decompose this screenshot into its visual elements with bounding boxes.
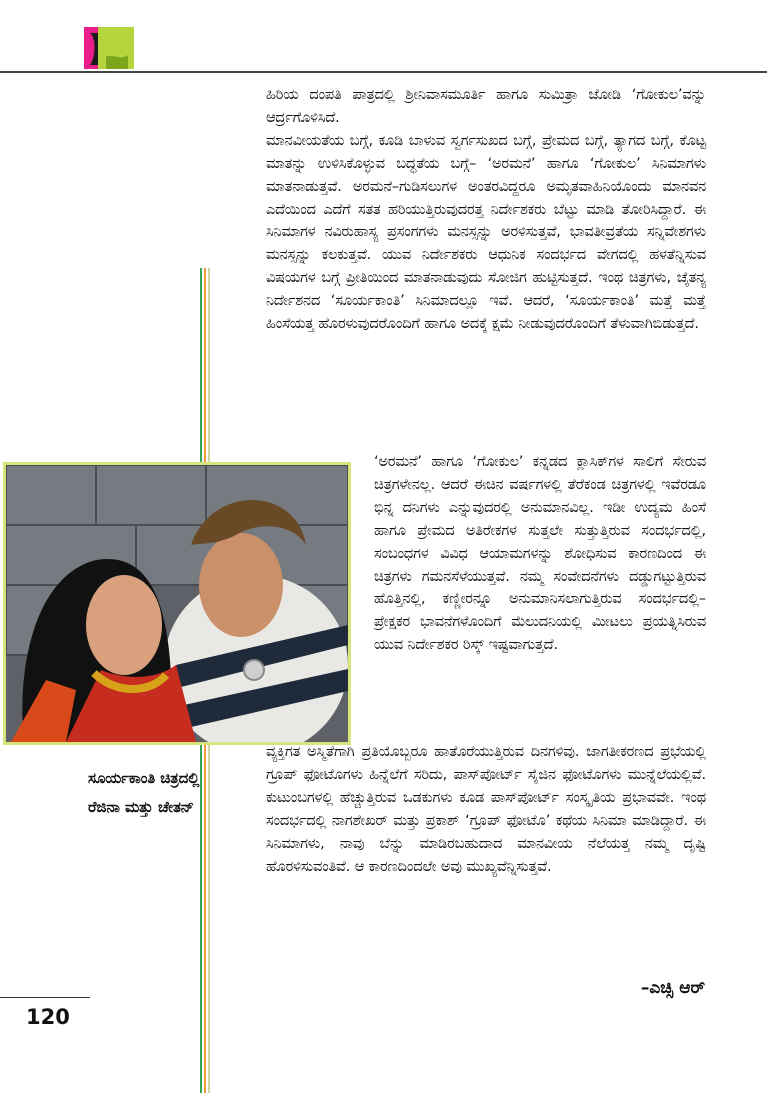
photo-caption: ಸೂರ್ಯಕಾಂತಿ ಚಿತ್ರದಲ್ಲಿ ರೆಜಿನಾ ಮತ್ತು ಚೇತನ್ [88,770,200,816]
header-rule [0,71,767,73]
article-paragraph-2: ‘ಅರಮನೆ’ ಹಾಗೂ ‘ಗೋಕುಲ’ ಕನ್ನಡದ ಕ್ಲಾಸಿಕ್‌ಗಳ ಸಾಲಿಗೆ ಸೇರುವ ಚಿತ್ರಗಳೇನಲ್ಲ. ಆದರೆ ಈಚಿನ ವರ್ಷಗಳಲ್ಲಿ ತೆರೆಕಂಡ ಚಿತ್ರಗಳಲ್ಲಿ ಇವೆರಡೂ ಭಿನ್ನ ದನಿಗಳು ಎನ್ನುವುದರಲ್ಲಿ ಅನುಮಾನವಿಲ್ಲ. ಇಡೀ ಉದ್ಯಮ ಹಿಂಸೆ ಹಾಗೂ ಪ್ರೇಮದ ಅತಿರೇಕಗಳ ಸುತ್ತಲೇ ಸುತ್ತುತ್ತಿರುವ ಸಂದರ್ಭದಲ್ಲಿ, ಸಂಬಂಧಗಳ ವಿವಿಧ ಆಯಾಮಗಳನ್ನು ಶೋಧಿಸುವ ಕಾರಣದಿಂದ ಈ ಚಿತ್ರಗಳು ಗಮನಸೆಳೆಯುತ್ತವೆ. ನಮ್ಮ ಸಂವೇದನೆಗಳು ದಡ್ಡುಗಟ್ಟುತ್ತಿರುವ ಹೊತ್ತಿನಲ್ಲಿ, ಕಣ್ಣೀರನ್ನೂ ಅನುಮಾನಿಸಲಾಗುತ್ತಿರುವ ಸಂದರ್ಭದಲ್ಲಿ– ಪ್ರೇಕ್ಷಕರ ಭಾವನೆಗಳೊಂದಿಗೆ ಮೆಲುದನಿಯಲ್ಲಿ ಮೀಟಲು ಪ್ರಯತ್ನಿಸಿರುವ ಯುವ ನಿರ್ದೇಶಕರ ರಿಸ್ಕ್ ಇಷ್ಟವಾಗುತ್ತದೆ. [374,454,706,654]
footer-rule [0,997,90,998]
author-byline: –ಎಚ್ಸಿ ಆರ್ [640,978,705,998]
article-paragraph-1: ಹಿರಿಯ ದಂಪತಿ ಪಾತ್ರದಲ್ಲಿ ಶ್ರೀನಿವಾಸಮೂರ್ತಿ ಹಾಗೂ ಸುಮಿತ್ರಾ ಜೋಡಿ ‘ಗೋಕುಲ’ವನ್ನು ಆರ್ದ್ರಗೊಳಿಸಿದೆ. ಮಾನವೀಯತೆಯ ಬಗ್ಗೆ, ಕೂಡಿ ಬಾಳುವ ಸ್ವರ್ಗಸುಖದ ಬಗ್ಗೆ, ಪ್ರೇಮದ ಬಗ್ಗೆ, ತ್ಯಾಗದ ಬಗ್ಗೆ, ಕೊಟ್ಟ ಮಾತನ್ನು ಉಳಿಸಿಕೊಳ್ಳುವ ಬದ್ಧತೆಯ ಬಗ್ಗೆ– ‘ಅರಮನೆ’ ಹಾಗೂ ‘ಗೋಕುಲ’ ಸಿನಿಮಾಗಳು ಮಾತನಾಡುತ್ತವೆ. ಅರಮನೆ–ಗುಡಿಸಲುಗಳ ಅಂತರವಿದ್ದರೂ ಅಮೃತವಾಹಿನಿಯೊಂದು ಮಾನವನ ಎದೆಯಿಂದ ಎದೆಗೆ ಸತತ ಹರಿಯುತ್ತಿರುವುದರತ್ತ ನಿರ್ದೇಶಕರು ಬೆಟ್ಟು ಮಾಡಿ ತೋರಿಸಿದ್ದಾರೆ. ಈ ಸಿನಿಮಾಗಳ ನವಿರುಹಾಸ್ಯ ಪ್ರಸಂಗಗಳು ಮನಸ್ಸನ್ನು ಅರಳಿಸುತ್ತವೆ, ಭಾವತೀವ್ರತೆಯ ಸನ್ನಿವೇಶಗಳು ಮನಸ್ಸನ್ನು ಕಲಕುತ್ತವೆ. ಯುವ ನಿರ್ದೇಶಕರು ಆಧುನಿಕ ಸಂದರ್ಭದ ವೇಗದಲ್ಲಿ ಹಳತೆನ್ನಿಸುವ ವಿಷಯಗಳ ಬಗ್ಗೆ ಪ್ರೀತಿಯಿಂದ ಮಾತನಾಡುವುದು ಸೋಜಿಗ ಹುಟ್ಟಿಸುತ್ತದೆ. ಇಂಥ ಚಿತ್ರಗಳು, ಚೈತನ್ಯ ನಿರ್ದೇಶನದ ‘ಸೂರ್ಯಕಾಂತಿ’ ಸಿನಿಮಾದಲ್ಲೂ ಇವೆ. ಆದರೆ, ‘ಸೂರ್ಯಕಾಂತಿ’ ಮತ್ತೆ ಮತ್ತೆ ಹಿಂಸೆಯತ್ತ ಹೊರಳುವುದರೊಂದಿಗೆ ಹಾಗೂ ಅದಕ್ಕೆ ಕ್ಷಮೆ ನೀಡುವುದರೊಂದಿಗೆ ತೆಳುವಾಗಿಬಿಡುತ್ತದೆ. [266,87,706,333]
film-still-photo [3,462,351,745]
article-paragraph-3: ವ್ಯಕ್ತಿಗತ ಅಸ್ಮಿತೆಗಾಗಿ ಪ್ರತಿಯೊಬ್ಬರೂ ಹಾತೊರೆಯುತ್ತಿರುವ ದಿನಗಳಿವು. ಜಾಗತೀಕರಣದ ಪ್ರಭೆಯಲ್ಲಿ ಗ್ರೂಪ್ ಫೋಟೊಗಳು ಹಿನ್ನೆಲೆಗೆ ಸರಿದು, ಪಾಸ್‌ಪೋರ್ಟ್ ಸೈಜಿನ ಫೋಟೊಗಳು ಮುನ್ನೆಲೆಯಲ್ಲಿವೆ. ಕುಟುಂಬಗಳಲ್ಲಿ ಹೆಚ್ಚುತ್ತಿರುವ ಒಡಕುಗಳು ಕೂಡ ಪಾಸ್‌ಪೋರ್ಟ್ ಸಂಸ್ಕೃತಿಯ ಪ್ರಭಾವವೇ. ಇಂಥ ಸಂದರ್ಭದಲ್ಲಿ ನಾಗಶೇಖರ್ ಮತ್ತು ಪ್ರಕಾಶ್ ‘ಗ್ರೂಪ್ ಫೋಟೊ’ ಕಥೆಯ ಸಿನಿಮಾ ಮಾಡಿದ್ದಾರೆ. ಈ ಸಿನಿಮಾಗಳು, ನಾವು ಬೆನ್ನು ಮಾಡಿರಬಹುದಾದ ಮಾನವೀಯ ನೆಲೆಯತ್ತ ನಮ್ಮ ದೃಷ್ಟಿ ಹೊರಳಿಸುವಂತಿವೆ. ಆ ಕಾರಣದಿಂದಲೇ ಅವು ಮುಖ್ಯವೆನ್ನಿಸುತ್ತವೆ. [266,744,706,875]
couple-photo-image [6,465,348,742]
page-number: 120 [26,1005,70,1029]
magazine-logo-icon [84,27,134,69]
